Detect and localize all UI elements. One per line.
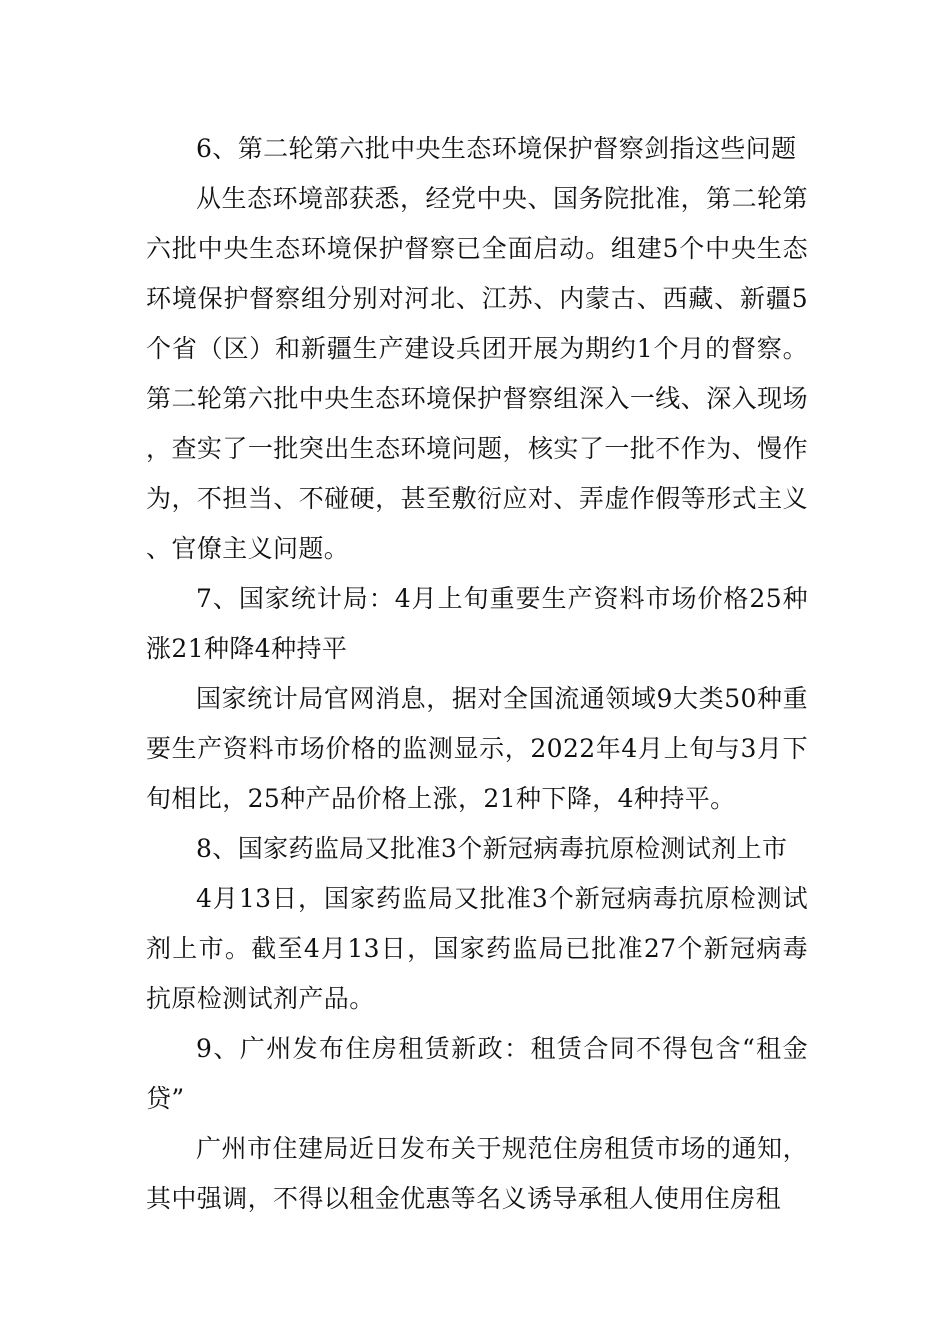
- heading-item-6: 6、第二轮第六批中央生态环境保护督察剑指这些问题: [196, 134, 797, 163]
- paragraph-item-6: 从生态环境部获悉，经党中央、国务院批准，第二轮第六批中央生态环境保护督察已全面启动。组建5个中央生态环境保护督察组分别对河北、江苏、内蒙古、西藏、新疆5个省（区）和新疆生产建设兵团开展为期约1个月的督察。第二轮第六批中央生态环境保护督察组深入一线、深入现场，查实了一批突出生态环境问题，核实了一批不作为、慢作为，不担当、不碰硬，甚至敷衍应对、弄虚作假等形式主义、官僚主义问题。: [146, 184, 808, 563]
- paragraph-item-7: 国家统计局官网消息，据对全国流通领域9大类50种重要生产资料市场价格的监测显示，2022年4月上旬与3月下旬相比，25种产品价格上涨，21种下降，4种持平。: [146, 684, 808, 813]
- paragraph-item-8: 4月13日，国家药监局又批准3个新冠病毒抗原检测试剂上市。截至4月13日，国家药监局已批准27个新冠病毒抗原检测试剂产品。: [146, 884, 808, 1013]
- heading-item-8: 8、国家药监局又批准3个新冠病毒抗原检测试剂上市: [196, 834, 788, 863]
- paragraph-item-9: 广州市住建局近日发布关于规范住房租赁市场的通知，其中强调，不得以租金优惠等名义诱导承租人使用住房租: [146, 1134, 808, 1213]
- document-body: [146, 124, 808, 1224]
- heading-item-7: 7、国家统计局：4月上旬重要生产资料市场价格25种涨21种降4种持平: [146, 584, 808, 663]
- heading-item-9: 9、广州发布住房租赁新政：租赁合同不得包含“租金贷”: [146, 1034, 808, 1113]
